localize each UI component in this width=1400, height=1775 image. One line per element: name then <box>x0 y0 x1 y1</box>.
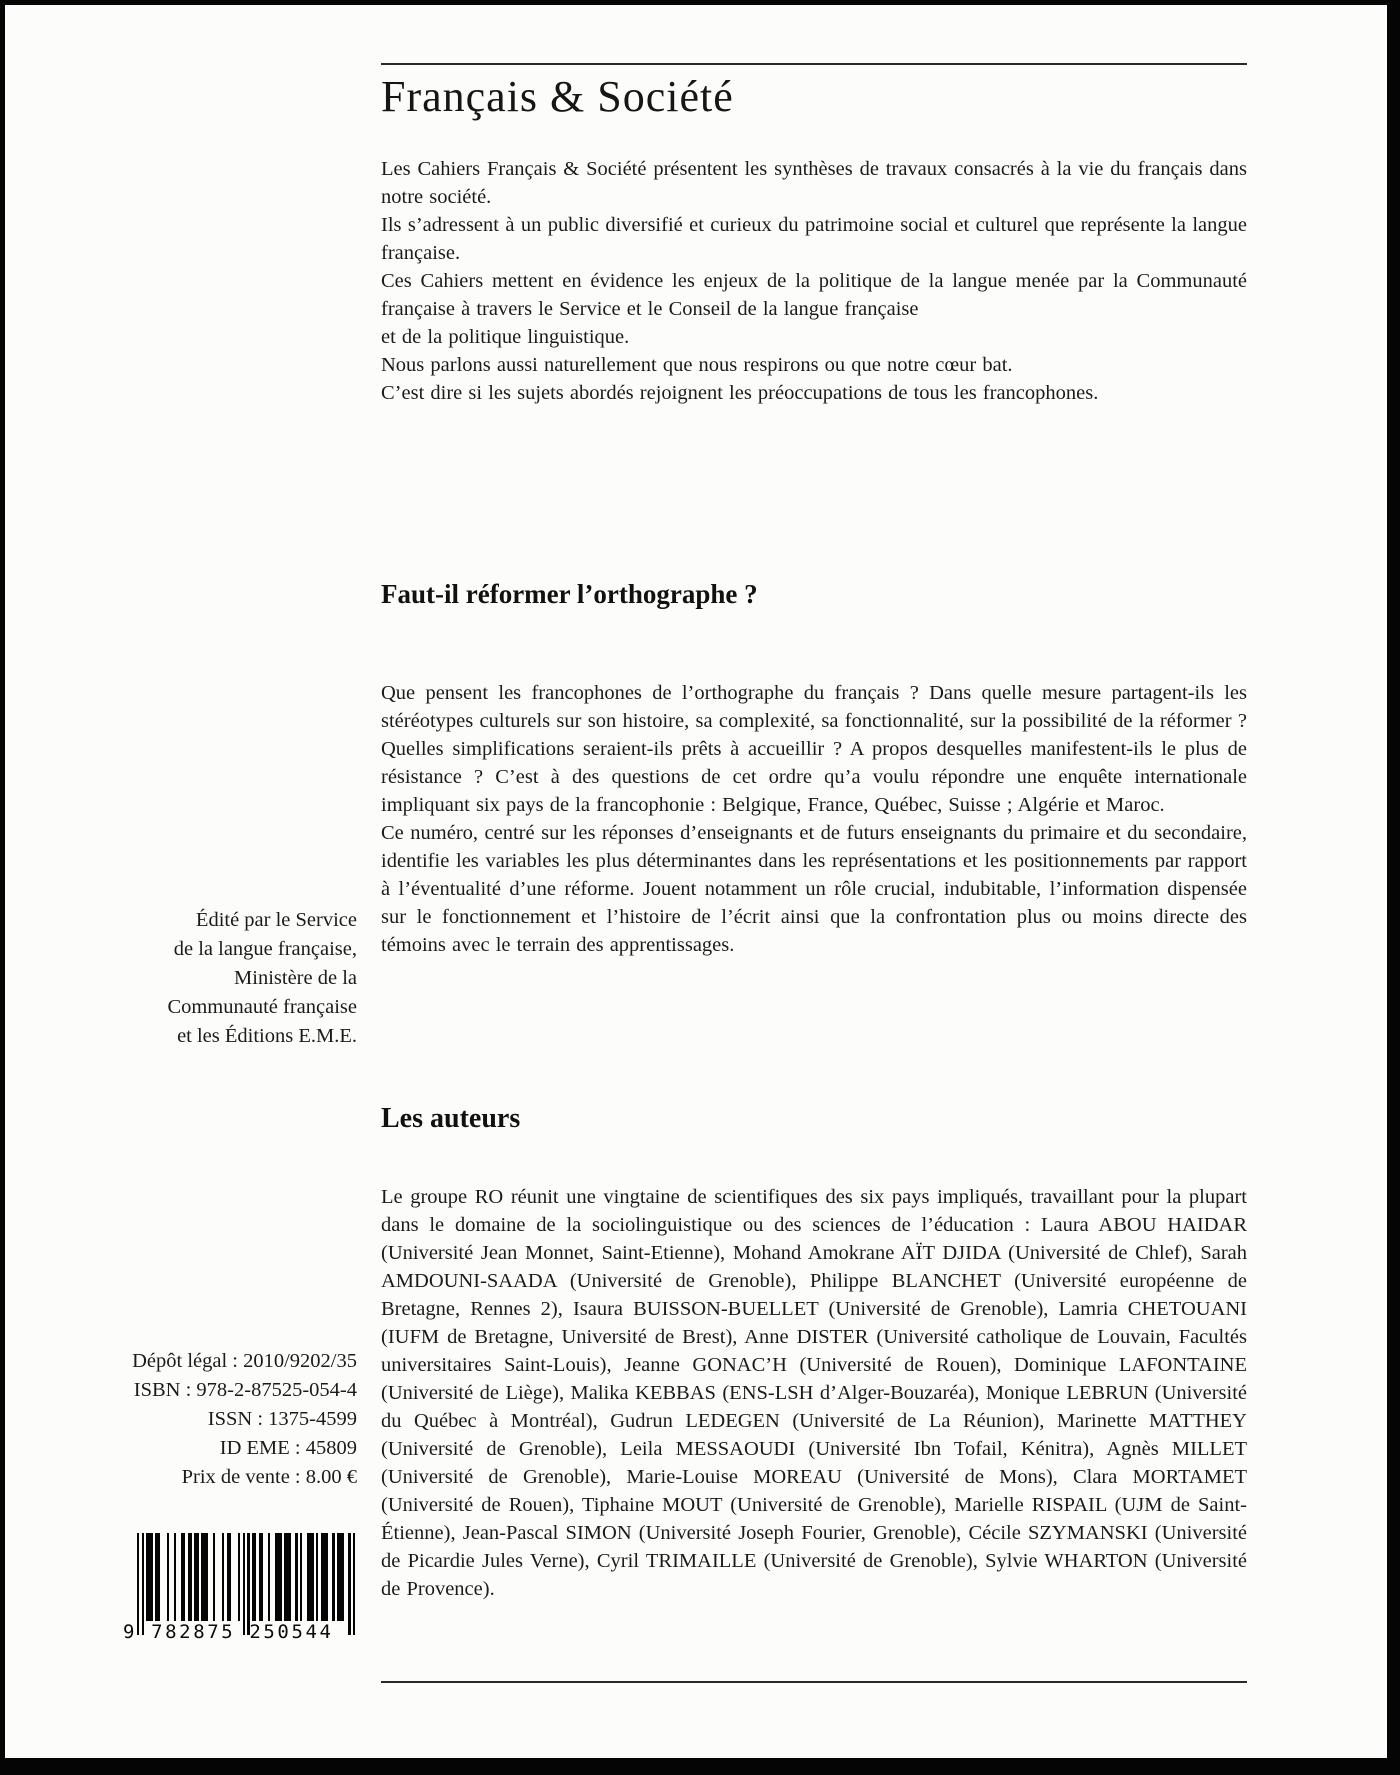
edited-by-line: Édité par le Service <box>195 909 357 931</box>
authors-paragraph: Le groupe RO réunit une vingtaine de scientifiques des six pays impliqués, travaillant pour la plupart dans le domaine de la sociolinguistique ou des sciences de l’éducation : Laura ABOU HAIDAR (Université Jean Monnet, Saint-Etienne), Mohand Amokrane AÏT DJIDA (Université de Chlef), Sarah AMDOUNI-SAADA (Université de Grenoble), Philippe BLANCHET (Université européenne de Bretagne, Rennes 2), Isaura BUISSON-BUELLET (Université de Grenoble), Lamria CHETOUANI (IUFM de Bretagne, Université de Brest), Anne DISTER (Université catholique de Louvain, Facultés universitaires Saint-Louis), Jeanne GONAC’H (Université de Rouen), Dominique LAFONTAINE (Université de Liège), Malika KEBBAS (ENS-LSH d’Alger-Bouzaréa), Monique LEBRUN (Université du Québec à Montréal), Gudrun LEDEGEN (Université de La Réunion), Marinette MATTHEY (Université de Grenoble), Leila MESSAOUDI (Université Ibn Tofail, Kénitra), Agnès MILLET (Université de Grenoble), Marie-Louise MOREAU (Université de Mons), Clara MORTAMET (Université de Rouen), Tiphaine MOUT (Université de Grenoble), Marielle RISPAIL (UJM de Saint-Étienne), Jean-Pascal SIMON (Université Joseph Fourier, Grenoble), Cécile SZYMANSKI (Université de Picardie Jules Verne), Cyril TRIMAILLE (Université de Grenoble), Sylvie WHARTON (Université de Provence). <box>381 1186 1247 1600</box>
issue-paragraph: Ce numéro, centré sur les réponses d’enseignants et de futurs enseignants du primaire et du secondaire, identifie les variables les plus déterminantes dans les représentations et les positionnements par rapport à l’éventualité d’une réforme. Jouent notamment un rôle crucial, indubitable, l’information dispensée sur le fonctionnement et l’histoire de l’écrit ainsi que la confrontation plus ou moins directe des témoins avec le terrain des apprentissages. <box>381 822 1247 956</box>
intro-paragraph: Nous parlons aussi naturellement que nous respirons ou que notre cœur bat. <box>381 354 1013 376</box>
edited-by-line: de la langue française, <box>173 938 357 960</box>
edited-by-line: et les Éditions E.M.E. <box>177 1025 357 1047</box>
issue-paragraphs <box>381 679 1247 959</box>
intro-paragraph: et de la politique linguistique. <box>381 326 630 348</box>
legal-line: Dépôt légal : 2010/9202/35 <box>132 1350 357 1372</box>
intro-paragraph: Les Cahiers Français & Société présentent les synthèses de travaux consacrés à la vie du français dans notre société. <box>381 158 1247 208</box>
intro-paragraph: Ces Cahiers mettent en évidence les enjeux de la politique de la langue menée par la Communauté française à travers le Service et le Conseil de la langue française <box>381 270 1247 320</box>
edited-by-line: Ministère de la <box>234 967 357 989</box>
barcode <box>123 1533 363 1643</box>
barcode-digits: 9 782875 250544 <box>123 1621 334 1643</box>
authors-paragraph-block <box>381 1183 1247 1603</box>
barcode-bars <box>137 1533 363 1635</box>
bottom-rule <box>381 1681 1247 1683</box>
issue-title: Faut-il réformer l’orthographe ? <box>381 579 758 609</box>
legal-block <box>75 1347 357 1492</box>
edited-by-block <box>75 906 357 1051</box>
intro-paragraphs <box>381 155 1247 407</box>
legal-line: ISSN : 1375-4599 <box>207 1408 357 1430</box>
series-title: Français & Société <box>381 72 734 121</box>
top-rule <box>381 63 1247 65</box>
legal-line: ID EME : 45809 <box>219 1437 357 1459</box>
legal-line: ISBN : 978-2-87525-054-4 <box>133 1379 357 1401</box>
edited-by-line: Communauté française <box>167 996 357 1018</box>
issue-paragraph: Que pensent les francophones de l’orthographe du français ? Dans quelle mesure partagent-ils les stéréotypes culturels sur son histoire, sa complexité, sa fonctionnalité, sur la possibilité de la réformer ? Quelles simplifications seraient-ils prêts à accueillir ? A propos desquelles manifestent-ils le plus de résistance ? C’est à des questions de cet ordre qu’a voulu répondre une enquête internationale impliquant six pays de la francophonie : Belgique, France, Québec, Suisse ; Algérie et Maroc. <box>381 682 1247 816</box>
intro-paragraph: Ils s’adressent à un public diversifié et curieux du patrimoine social et culturel que représente la langue française. <box>381 214 1247 264</box>
legal-line: Prix de vente : 8.00 € <box>181 1466 357 1488</box>
intro-paragraph: C’est dire si les sujets abordés rejoignent les préoccupations de tous les francophones. <box>381 382 1099 404</box>
authors-title: Les auteurs <box>381 1103 521 1134</box>
